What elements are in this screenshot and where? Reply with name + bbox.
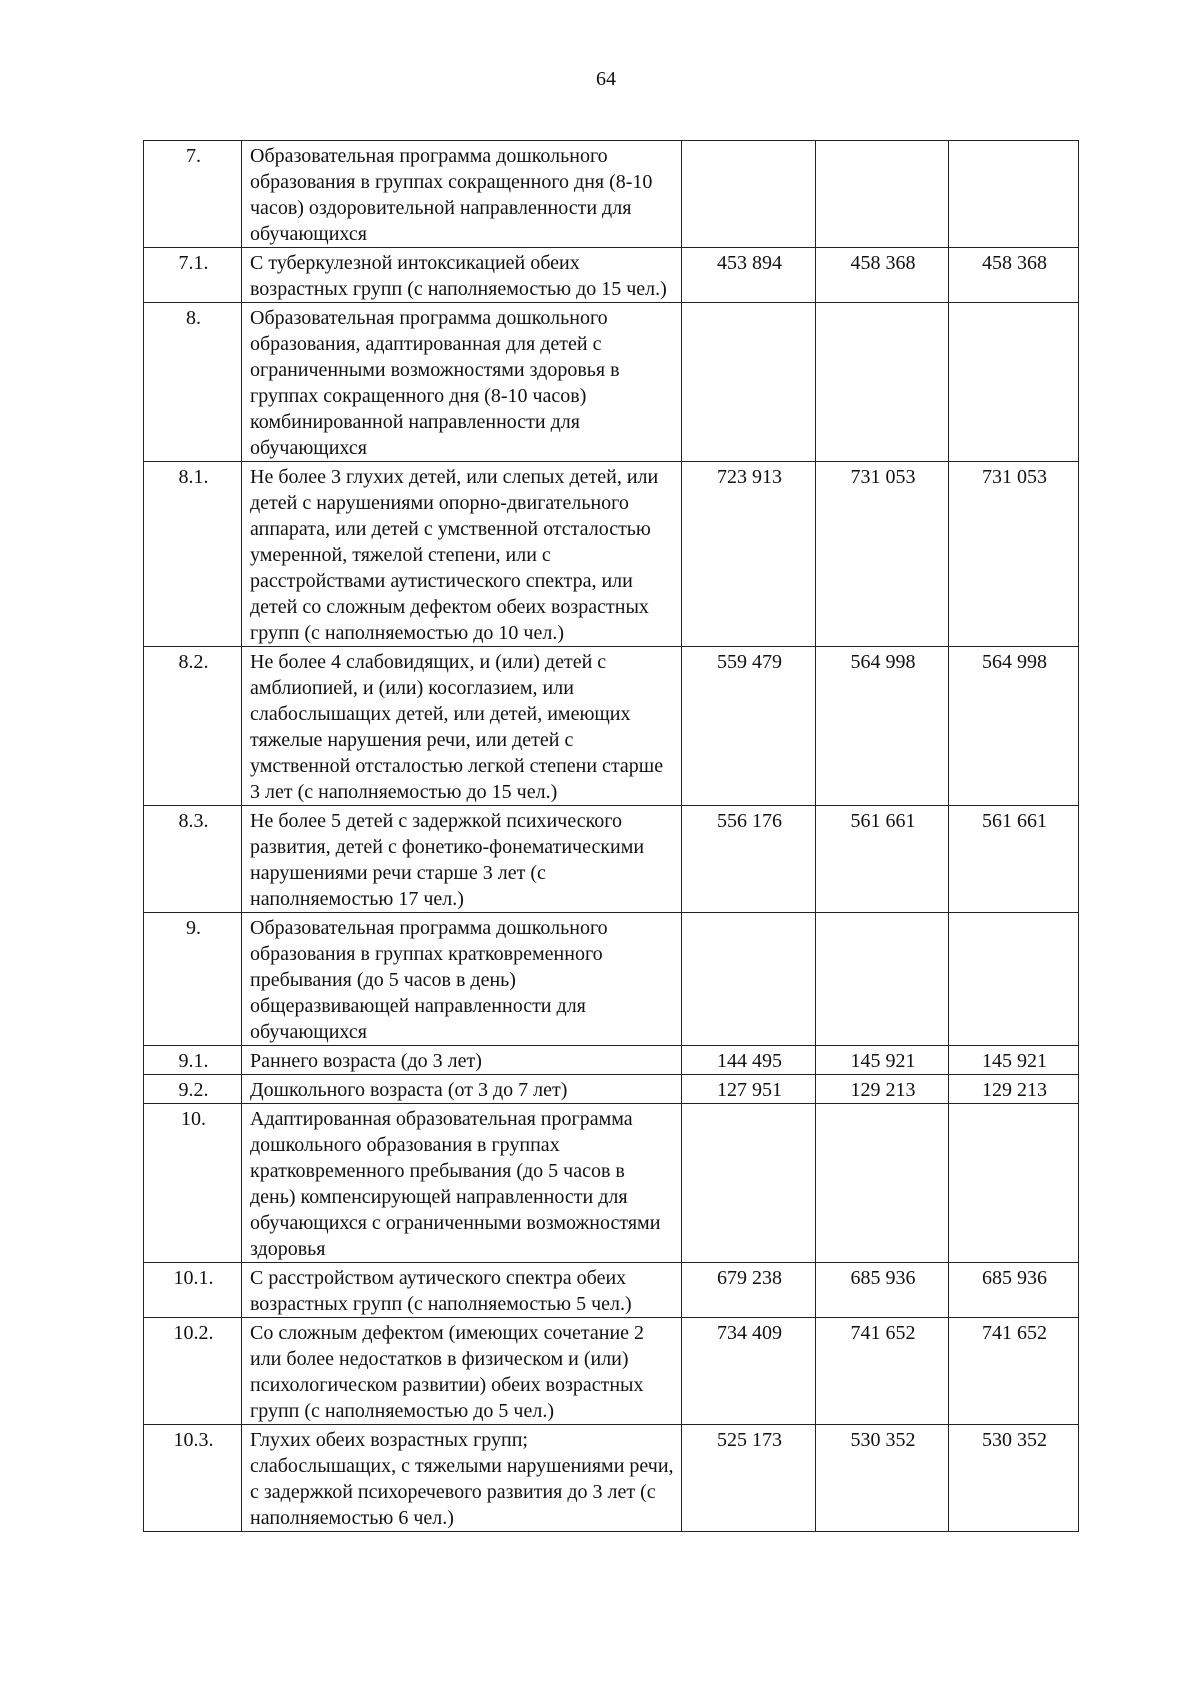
value-col-3 [949,913,1079,1046]
table-row [144,806,1079,913]
table-row [144,248,1079,303]
value-col-1: 144 495 [682,1046,816,1075]
row-number: 8.2. [144,647,242,806]
row-number: 7. [144,141,242,248]
row-description: С расстройством аутического спектра обеих возрастных групп (с наполняемостью 5 чел.) [242,1263,682,1318]
value-col-1: 127 951 [682,1075,816,1104]
row-number: 9.2. [144,1075,242,1104]
value-col-2: 530 352 [816,1425,949,1532]
table-row [144,1425,1079,1532]
value-col-3 [949,1104,1079,1263]
row-description: Образовательная программа дошкольного образования, адаптированная для детей с ограниченными возможностями здоровья в группах сокращенного дня (8-10 часов) комбинированной направленности для обучающихся [242,303,682,462]
row-description: Дошкольного возраста (от 3 до 7 лет) [242,1075,682,1104]
value-col-2 [816,1104,949,1263]
table-row [144,1075,1079,1104]
row-number: 8.1. [144,462,242,647]
row-description: Не более 3 глухих детей, или слепых детей, или детей с нарушениями опорно-двигательного аппарата, или детей с умственной отсталостью умеренной, тяжелой степени, или с расстройствами аутистического спектра, или детей со сложным дефектом обеих возрастных групп (с наполняемостью до 10 чел.) [242,462,682,647]
table-row [144,462,1079,647]
value-col-1 [682,303,816,462]
value-col-2: 564 998 [816,647,949,806]
value-col-2 [816,913,949,1046]
row-number: 10. [144,1104,242,1263]
value-col-1: 559 479 [682,647,816,806]
table-row [144,647,1079,806]
value-col-3: 685 936 [949,1263,1079,1318]
value-col-2: 145 921 [816,1046,949,1075]
value-col-2: 458 368 [816,248,949,303]
value-col-1: 734 409 [682,1318,816,1425]
table-row [144,303,1079,462]
value-col-2: 731 053 [816,462,949,647]
value-col-1 [682,913,816,1046]
value-col-3 [949,141,1079,248]
row-number: 9. [144,913,242,1046]
row-number: 10.1. [144,1263,242,1318]
table-row [144,1318,1079,1425]
value-col-1 [682,1104,816,1263]
value-col-3: 458 368 [949,248,1079,303]
value-col-2 [816,141,949,248]
table-row [144,1104,1079,1263]
row-number: 7.1. [144,248,242,303]
value-col-2 [816,303,949,462]
value-col-2: 741 652 [816,1318,949,1425]
row-description: Со сложным дефектом (имеющих сочетание 2 или более недостатков в физическом и (или) психологическом развитии) обеих возрастных групп (с наполняемостью до 5 чел.) [242,1318,682,1425]
row-description: Не более 5 детей с задержкой психического развития, детей с фонетико-фонематическими нарушениями речи старше 3 лет (с наполняемостью 17 чел.) [242,806,682,913]
row-description: Не более 4 слабовидящих, и (или) детей с амблиопией, и (или) косоглазием, или слабослышащих детей, или детей, имеющих тяжелые нарушения речи, или детей с умственной отсталостью легкой степени старше 3 лет (с наполняемостью до 15 чел.) [242,647,682,806]
row-description: С туберкулезной интоксикацией обеих возрастных групп (с наполняемостью до 15 чел.) [242,248,682,303]
value-col-3: 561 661 [949,806,1079,913]
table-row [144,141,1079,248]
row-description: Адаптированная образовательная программа дошкольного образования в группах кратковременного пребывания (до 5 часов в день) компенсирующей направленности для обучающихся с ограниченными возможностями здоровья [242,1104,682,1263]
row-number: 9.1. [144,1046,242,1075]
row-number: 8.3. [144,806,242,913]
value-col-3 [949,303,1079,462]
value-col-2: 129 213 [816,1075,949,1104]
value-col-1: 556 176 [682,806,816,913]
value-col-3: 564 998 [949,647,1079,806]
table-row [144,1046,1079,1075]
page-number: 64 [596,68,616,90]
value-col-3: 530 352 [949,1425,1079,1532]
row-description: Раннего возраста (до 3 лет) [242,1046,682,1075]
tariff-table [143,140,1079,1532]
row-number: 10.2. [144,1318,242,1425]
table-row [144,1263,1079,1318]
row-description: Образовательная программа дошкольного образования в группах сокращенного дня (8-10 часов) оздоровительной направленности для обучающихся [242,141,682,248]
row-number: 10.3. [144,1425,242,1532]
value-col-3: 145 921 [949,1046,1079,1075]
row-description: Глухих обеих возрастных групп; слабослышащих, с тяжелыми нарушениями речи, с задержкой психоречевого развития до 3 лет (с наполняемостью 6 чел.) [242,1425,682,1532]
value-col-3: 129 213 [949,1075,1079,1104]
value-col-1: 679 238 [682,1263,816,1318]
value-col-1 [682,141,816,248]
value-col-1: 723 913 [682,462,816,647]
value-col-3: 731 053 [949,462,1079,647]
value-col-1: 453 894 [682,248,816,303]
table-row [144,913,1079,1046]
row-number: 8. [144,303,242,462]
value-col-1: 525 173 [682,1425,816,1532]
value-col-2: 561 661 [816,806,949,913]
value-col-2: 685 936 [816,1263,949,1318]
row-description: Образовательная программа дошкольного образования в группах кратковременного пребывания (до 5 часов в день) общеразвивающей направленности для обучающихся [242,913,682,1046]
value-col-3: 741 652 [949,1318,1079,1425]
